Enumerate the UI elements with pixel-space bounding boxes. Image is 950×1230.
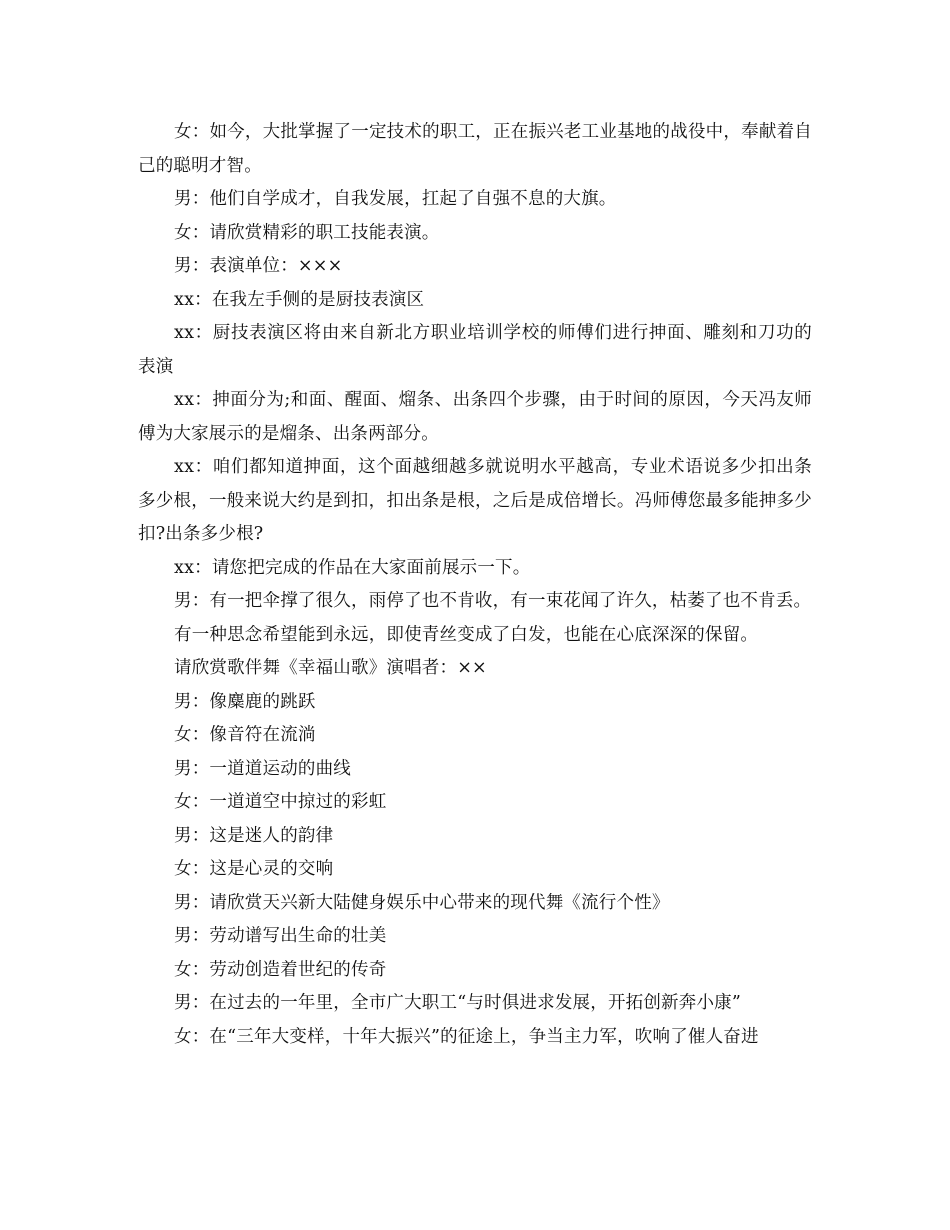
paragraph: 男：劳动谱写出生命的壮美 — [174, 926, 387, 946]
paragraph: xx：在我左手侧的是厨技表演区 — [174, 289, 425, 310]
document-page — [138, 116, 812, 1054]
paragraph: 女：像音符在流淌 — [174, 725, 316, 745]
paragraph: xx：请您把完成的作品在大家面前展示一下。 — [174, 557, 531, 578]
paragraph: 女：如今，大批掌握了一定技术的职工，正在振兴老工业基地的战役中，奉献着自己的聪明才智。 — [138, 122, 812, 176]
paragraph: 男：他们自学成才，自我发展，扛起了自强不息的大旗。 — [174, 189, 617, 209]
paragraph: 男：有一把伞撑了很久，雨停了也不肯收，有一束花闻了许久，枯萎了也不肯丢。 — [174, 591, 812, 611]
paragraph: 男：这是迷人的韵律 — [174, 825, 334, 846]
paragraph: 请欣赏歌伴舞《幸福山歌》演唱者：×× — [174, 658, 487, 678]
paragraph: xx：抻面分为;和面、醒面、熘条、出条四个步骤，由于时间的原因，今天冯友师傅为大家展示的是熘条、出条两部分。 — [138, 390, 812, 444]
paragraph: 男：请欣赏天兴新大陆健身娱乐中心带来的现代舞《流行个性》 — [174, 892, 670, 913]
paragraph: 女：这是心灵的交响 — [174, 859, 334, 879]
paragraph: 男：在过去的一年里，全市广大职工“与时俱进求发展，开拓创新奔小康” — [174, 993, 741, 1013]
paragraph: 男：像麋鹿的跳跃 — [174, 691, 316, 712]
paragraph: 女：一道道空中掠过的彩虹 — [174, 792, 387, 812]
paragraph: xx：厨技表演区将由来自新北方职业培训学校的师傅们进行抻面、雕刻和刀功的表演 — [138, 323, 812, 377]
paragraph: 女：请欣赏精彩的职工技能表演。 — [174, 222, 440, 243]
paragraph: 男：一道道运动的曲线 — [174, 758, 351, 779]
paragraph: 有一种思念希望能到永远，即使青丝变成了白发，也能在心底深深的保留。 — [174, 624, 759, 645]
paragraph: 女：劳动创造着世纪的传奇 — [174, 959, 387, 980]
paragraph: 女：在“三年大变样，十年大振兴”的征途上，争当主力军，吹响了催人奋进 — [174, 1026, 759, 1047]
paragraph: xx：咱们都知道抻面，这个面越细越多就说明水平越高，专业术语说多少扣出条多少根，一般来说大约是到扣，扣出条是根，之后是成倍增长。冯师傅您最多能抻多少扣?出条多少根? — [138, 457, 812, 544]
paragraph: 男：表演单位：××× — [174, 256, 343, 276]
